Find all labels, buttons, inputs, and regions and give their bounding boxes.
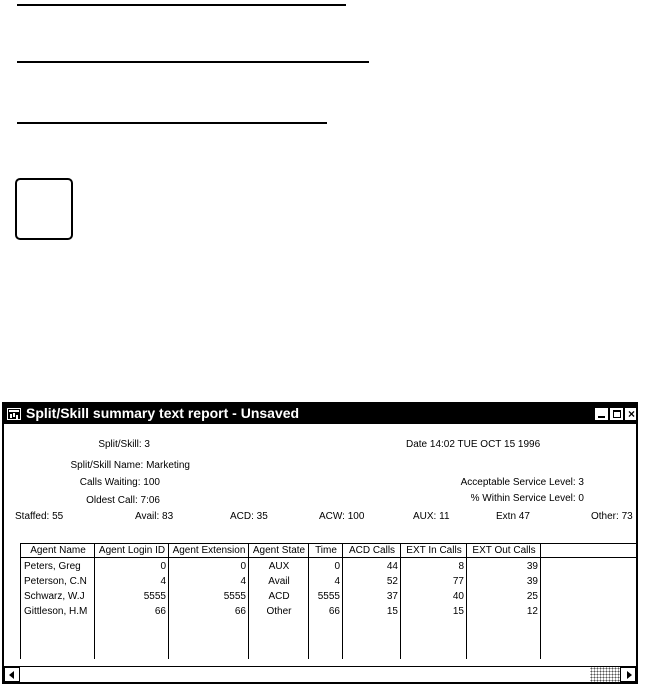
table-cell[interactable]: Peterson, C.N [24, 576, 87, 587]
table-cell[interactable]: Peters, Greg [24, 561, 81, 572]
table-cell[interactable]: 0 [240, 561, 246, 572]
table-cell[interactable]: 39 [526, 561, 538, 572]
scroll-left-arrow-icon [9, 671, 14, 679]
other-count: Other: 73 [591, 511, 633, 522]
table-cell[interactable]: 0 [160, 561, 166, 572]
scroll-right-button[interactable] [620, 667, 636, 682]
minimize-icon [598, 416, 605, 418]
table-cell[interactable]: ACD [268, 591, 290, 602]
minimize-button[interactable] [594, 407, 609, 421]
table-cell[interactable]: 8 [458, 561, 464, 572]
header-acd-calls[interactable]: ACD Calls [343, 544, 401, 558]
table-cell[interactable]: 0 [334, 561, 340, 572]
aux-count: AUX: 11 [413, 511, 450, 522]
blank-line-2 [17, 61, 369, 63]
table-cell[interactable]: 5555 [223, 591, 246, 602]
header-agent-login-id[interactable]: Agent Login ID [95, 544, 169, 558]
header-empty [541, 544, 638, 558]
table-cell[interactable]: 15 [452, 606, 464, 617]
header-agent-extension[interactable]: Agent Extension [169, 544, 249, 558]
table-cell[interactable]: 66 [234, 606, 246, 617]
table-cell[interactable]: 66 [154, 606, 166, 617]
table-cell[interactable]: 4 [160, 576, 166, 587]
calls-waiting-field: Calls Waiting: 100 [79, 477, 160, 488]
table-cell[interactable]: 39 [526, 576, 538, 587]
blank-line-3 [17, 122, 327, 124]
table-cell[interactable]: AUX [268, 561, 290, 572]
table-cell[interactable]: Other [266, 606, 292, 617]
blank-checkbox-box [15, 178, 73, 240]
acw-count: ACW: 100 [319, 511, 365, 522]
staffed-count: Staffed: 55 [15, 511, 64, 522]
table-cell[interactable]: Avail [268, 576, 290, 587]
horizontal-scrollbar[interactable] [4, 666, 636, 682]
close-button[interactable] [624, 407, 638, 421]
table-cell[interactable]: 12 [526, 606, 538, 617]
table-cell[interactable]: 66 [328, 606, 340, 617]
extn-count: Extn 47 [496, 511, 530, 522]
table-cell[interactable]: 4 [240, 576, 246, 587]
report-window [2, 402, 638, 684]
header-time[interactable]: Time [309, 544, 343, 558]
maximize-button[interactable] [609, 407, 624, 421]
close-icon: × [627, 407, 635, 421]
window-title: Split/Skill summary text report - Unsaved [26, 405, 300, 421]
table-cell[interactable]: 52 [386, 576, 398, 587]
table-cell[interactable]: 15 [386, 606, 398, 617]
report-date: Date 14:02 TUE OCT 15 1996 [406, 439, 541, 450]
oldest-call-field: Oldest Call: 7:06 [86, 495, 160, 506]
split-skill-field: Split/Skill: 3 [98, 439, 150, 450]
acceptable-service-level-field: Acceptable Service Level: 3 [460, 477, 584, 488]
table-cell[interactable]: 25 [526, 591, 538, 602]
acd-count: ACD: 35 [230, 511, 268, 522]
table-cell[interactable]: Gittleson, H.M [24, 606, 88, 617]
table-cell[interactable]: 5555 [143, 591, 166, 602]
blank-line-1 [17, 4, 346, 6]
report-window-icon[interactable] [7, 408, 21, 420]
avail-count: Avail: 83 [135, 511, 174, 522]
title-bar[interactable] [4, 404, 636, 424]
header-ext-out-calls[interactable]: EXT Out Calls [467, 544, 541, 558]
header-agent-state[interactable]: Agent State [249, 544, 309, 558]
header-ext-in-calls[interactable]: EXT In Calls [401, 544, 467, 558]
scrollbar-thumb[interactable] [20, 667, 590, 682]
table-cell[interactable]: 37 [386, 591, 398, 602]
table-cell[interactable]: 5555 [317, 591, 340, 602]
agent-table[interactable] [20, 543, 638, 659]
maximize-icon [613, 410, 621, 418]
table-cell[interactable]: 40 [452, 591, 464, 602]
split-skill-name-field: Split/Skill Name: Marketing [70, 460, 190, 471]
scroll-left-button[interactable] [4, 667, 20, 682]
header-agent-name[interactable]: Agent Name [21, 544, 95, 558]
table-cell[interactable]: 4 [334, 576, 340, 587]
table-cell[interactable]: Schwarz, W.J [24, 591, 85, 602]
within-service-level-field: % Within Service Level: 0 [470, 493, 584, 504]
table-cell[interactable]: 44 [386, 561, 398, 572]
scroll-right-arrow-icon [627, 671, 632, 679]
table-cell[interactable]: 77 [452, 576, 464, 587]
